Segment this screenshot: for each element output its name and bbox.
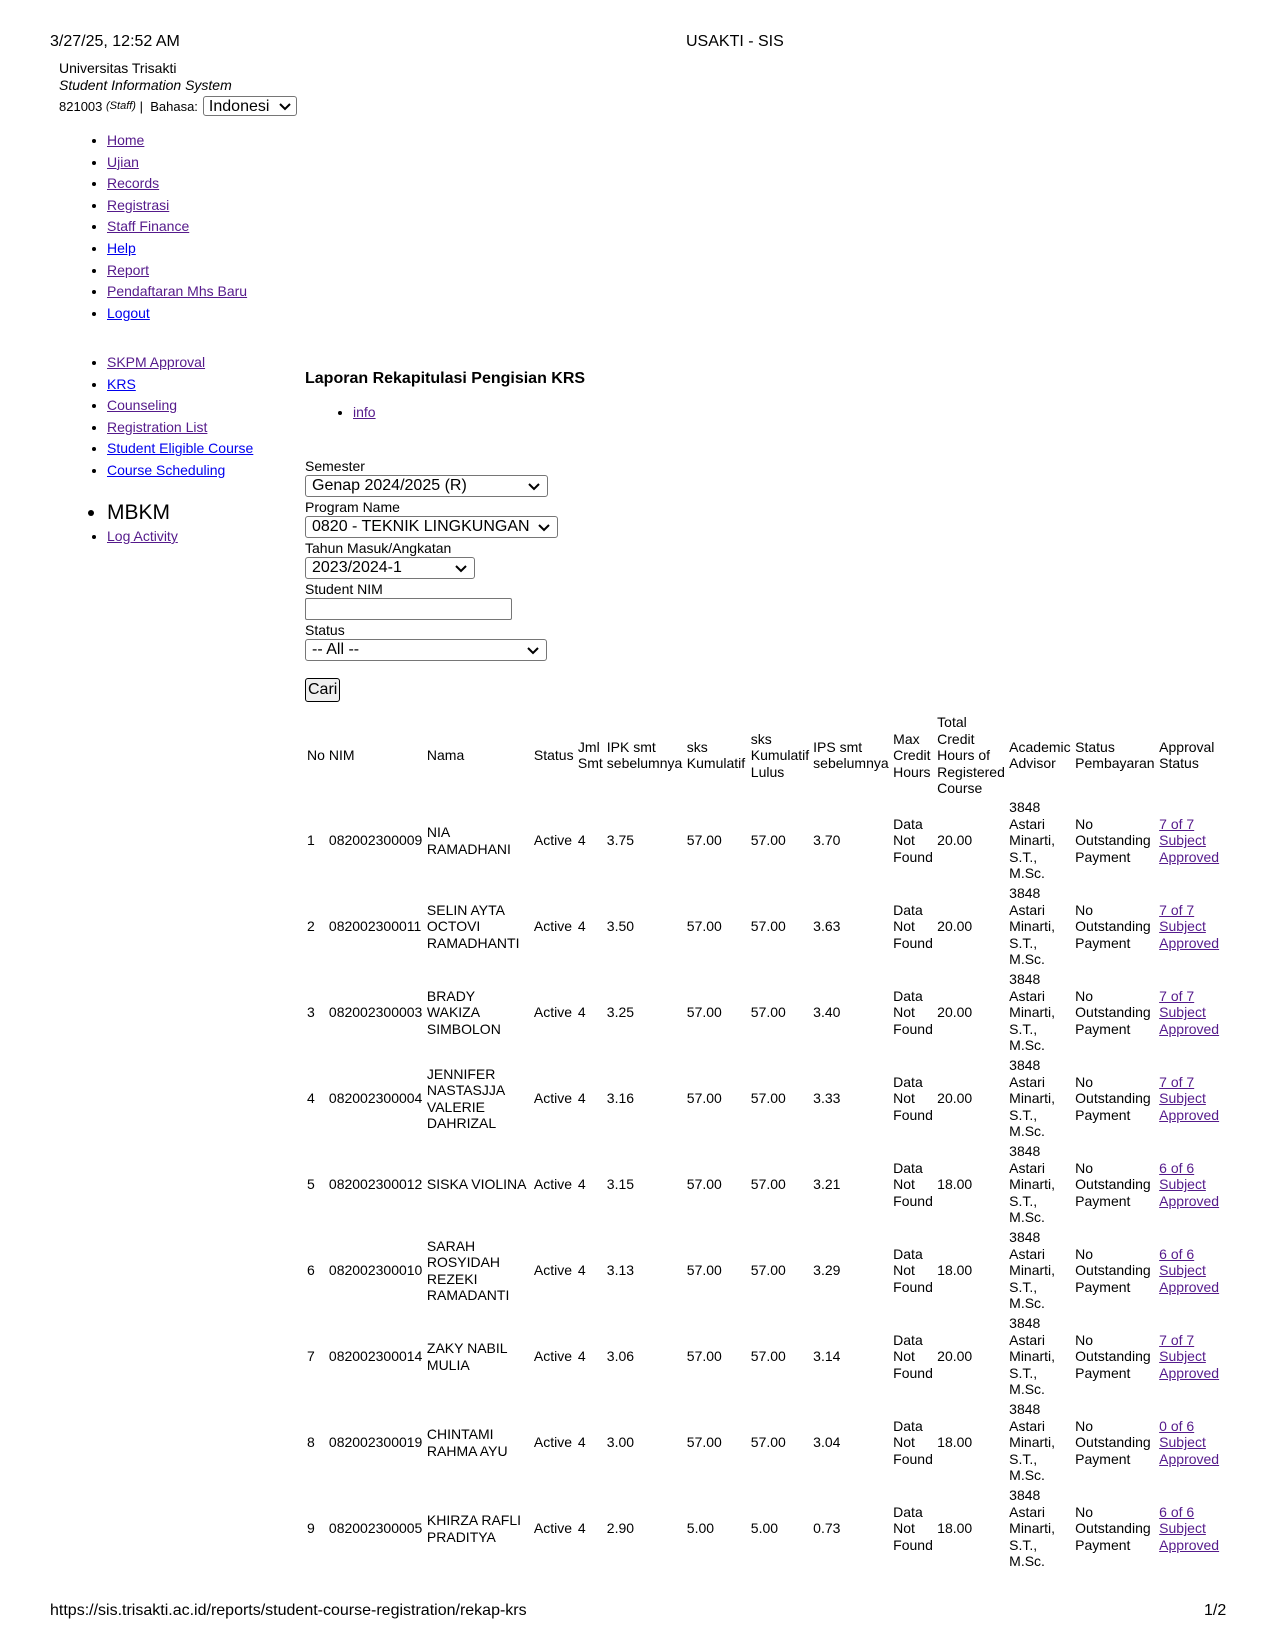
col-header-total-credit: Total Credit Hours of Registered Course	[937, 714, 1005, 796]
cell-sks-lulus: 5.00	[750, 1520, 779, 1537]
cell-total-credit: 20.00	[937, 1004, 973, 1021]
col-header-advisor: Academic Advisor	[1009, 738, 1071, 772]
cell-status: Active	[533, 1176, 573, 1193]
program-select[interactable]	[305, 516, 558, 538]
chevron-down-icon	[454, 561, 468, 575]
cell-nama: SISKA VIOLINA	[426, 1176, 527, 1193]
cell-advisor: 3848 Astari Minarti, S.T., M.Sc.	[1009, 1487, 1056, 1570]
mbkm-heading: • MBKM	[107, 500, 178, 526]
cell-nama: CHINTAMI RAHMA AYU	[426, 1426, 508, 1459]
cell-nim: 082002300019	[328, 1434, 423, 1451]
cell-sks-lulus: 57.00	[750, 1004, 786, 1021]
cell-max-credit: Data Not Found	[893, 1159, 933, 1209]
table-row	[305, 1056, 1225, 1142]
cell-pembayaran: No Outstanding Payment	[1075, 815, 1151, 865]
cell-sks: 57.00	[686, 1434, 722, 1451]
cell-ips: 3.29	[813, 1262, 841, 1279]
cell-sks: 57.00	[686, 1262, 722, 1279]
cell-jml-smt: 4	[577, 832, 586, 849]
cell-ips: 0.73	[813, 1520, 841, 1537]
cell-no: 5	[307, 1176, 315, 1193]
cell-total-credit: 18.00	[937, 1262, 973, 1279]
cell-approval	[1157, 1486, 1225, 1572]
table-row	[305, 1314, 1225, 1400]
cell-max-credit: Data Not Found	[893, 815, 933, 865]
approval-status-link[interactable]: 7 of 7 Subject Approved	[1159, 901, 1220, 951]
cell-pembayaran: No Outstanding Payment	[1075, 1159, 1151, 1209]
cell-ips: 3.04	[813, 1434, 841, 1451]
subnav-item-skpm	[107, 352, 253, 374]
university-name: Universitas Trisakti	[59, 60, 177, 76]
semester-select-value: Genap 2024/2025 (R)	[312, 477, 467, 494]
cell-nama: NIA RAMADHANI	[426, 824, 511, 857]
cell-ips: 3.33	[813, 1090, 841, 1107]
chevron-down-icon	[526, 643, 540, 657]
chevron-down-icon	[278, 99, 292, 113]
cell-status: Active	[533, 918, 573, 935]
cell-no: 4	[307, 1090, 315, 1107]
language-select-value: Indonesi	[208, 97, 270, 115]
nav-link-records[interactable]: Records	[107, 175, 160, 192]
cell-ipk: 3.06	[606, 1348, 635, 1365]
language-label: Bahasa:	[150, 98, 198, 114]
brand-block	[59, 60, 297, 116]
col-header-ips: IPS smt sebelumnya	[813, 738, 889, 772]
info-item	[353, 404, 1225, 420]
cell-pembayaran: No Outstanding Payment	[1075, 1245, 1151, 1295]
cell-total-credit: 20.00	[937, 1348, 973, 1365]
cell-ipk: 3.25	[606, 1004, 635, 1021]
subnav-item-student-eligible	[107, 438, 253, 460]
cell-sks: 57.00	[686, 832, 722, 849]
table-body	[305, 798, 1225, 1572]
approval-status-link[interactable]: 0 of 6 Subject Approved	[1159, 1417, 1220, 1467]
cell-nim: 082002300011	[328, 918, 422, 935]
cell-nim: 082002300009	[328, 832, 423, 849]
cell-no: 9	[307, 1520, 315, 1537]
sub-nav	[87, 352, 253, 482]
cell-ips: 3.21	[813, 1176, 841, 1193]
cell-total-credit: 18.00	[937, 1176, 973, 1193]
approval-status-link[interactable]: 6 of 6 Subject Approved	[1159, 1159, 1220, 1209]
cell-status: Active	[533, 1434, 573, 1451]
cell-approval	[1157, 1056, 1225, 1142]
cell-advisor: 3848 Astari Minarti, S.T., M.Sc.	[1009, 971, 1056, 1054]
nav-item-registrasi	[107, 195, 247, 217]
cell-approval	[1157, 970, 1225, 1056]
nav-link-staff-finance[interactable]: Staff Finance	[107, 218, 190, 235]
cell-sks: 57.00	[686, 1004, 722, 1021]
info-link[interactable]: info	[353, 404, 376, 420]
cell-ips: 3.63	[813, 918, 841, 935]
cell-sks: 57.00	[686, 1090, 722, 1107]
print-document-title: USAKTI - SIS	[686, 33, 784, 50]
cell-no: 2	[307, 918, 315, 935]
cell-nama: JENNIFER NASTASJJA VALERIE DAHRIZAL	[426, 1065, 505, 1131]
results-table	[305, 713, 1225, 1572]
subnav-link-skpm-approval[interactable]: SKPM Approval	[107, 354, 206, 370]
subnav-item-course-scheduling	[107, 460, 253, 482]
nav-item-staff-finance	[107, 216, 247, 238]
cell-pembayaran: No Outstanding Payment	[1075, 1417, 1151, 1467]
user-line	[59, 96, 297, 116]
cell-advisor: 3848 Astari Minarti, S.T., M.Sc.	[1009, 1229, 1056, 1312]
nav-item-report	[107, 260, 247, 282]
col-header-jml-smt: Jml Smt	[577, 738, 603, 772]
semester-select[interactable]	[305, 475, 548, 497]
cell-jml-smt: 4	[577, 1434, 586, 1451]
tahun-select[interactable]	[305, 557, 475, 579]
cell-jml-smt: 4	[577, 1090, 586, 1107]
col-header-nim: NIM	[328, 747, 355, 763]
filter-form	[305, 458, 558, 702]
cell-advisor: 3848 Astari Minarti, S.T., M.Sc.	[1009, 1315, 1056, 1398]
table-row	[305, 970, 1225, 1056]
cell-pembayaran: No Outstanding Payment	[1075, 987, 1151, 1037]
subnav-link-counseling[interactable]: Counseling	[107, 397, 178, 414]
cell-sks: 5.00	[686, 1520, 715, 1537]
separator: |	[139, 98, 143, 114]
cell-approval	[1157, 1228, 1225, 1314]
subnav-item-counseling	[107, 395, 253, 417]
cell-ipk: 3.00	[606, 1434, 635, 1451]
cell-no: 1	[307, 832, 315, 849]
cell-pembayaran: No Outstanding Payment	[1075, 1331, 1151, 1381]
program-select-value: 0820 - TEKNIK LINGKUNGAN	[312, 518, 530, 535]
cell-max-credit: Data Not Found	[893, 1331, 933, 1381]
cell-sks-lulus: 57.00	[750, 1434, 786, 1451]
cell-jml-smt: 4	[577, 1004, 586, 1021]
cell-advisor: 3848 Astari Minarti, S.T., M.Sc.	[1009, 799, 1056, 882]
cell-total-credit: 20.00	[937, 918, 973, 935]
cell-sks-lulus: 57.00	[750, 832, 786, 849]
mbkm-nav	[87, 500, 178, 548]
cell-pembayaran: No Outstanding Payment	[1075, 901, 1151, 951]
nav-item-help	[107, 238, 247, 260]
cell-jml-smt: 4	[577, 1348, 586, 1365]
cell-sks-lulus: 57.00	[750, 918, 786, 935]
col-header-ipk: IPK smt sebelumnya	[606, 738, 683, 772]
cell-nama: ZAKY NABIL MULIA	[426, 1340, 508, 1373]
approval-status-link[interactable]: 7 of 7 Subject Approved	[1159, 815, 1220, 865]
cell-nama: BRADY WAKIZA SIMBOLON	[426, 987, 501, 1037]
cell-sks: 57.00	[686, 1348, 722, 1365]
nav-item-ujian	[107, 152, 247, 174]
col-header-sks: sks Kumulatif	[686, 738, 746, 772]
mbkm-item-log	[107, 526, 178, 548]
subnav-item-krs	[107, 374, 253, 396]
cell-ips: 3.70	[813, 832, 841, 849]
table-row	[305, 1486, 1225, 1572]
cell-advisor: 3848 Astari Minarti, S.T., M.Sc.	[1009, 1057, 1056, 1140]
cell-ips: 3.14	[813, 1348, 841, 1365]
status-label: Status	[305, 622, 345, 638]
cell-total-credit: 20.00	[937, 832, 973, 849]
language-select[interactable]	[203, 96, 297, 116]
nav-link-registrasi[interactable]: Registrasi	[107, 196, 170, 213]
status-select-value: -- All --	[312, 641, 360, 658]
chevron-down-icon	[527, 479, 541, 493]
cell-status: Active	[533, 1262, 573, 1279]
cell-nim: 082002300004	[328, 1090, 423, 1107]
info-list	[305, 404, 1225, 420]
cell-max-credit: Data Not Found	[893, 901, 933, 951]
cell-sks: 57.00	[686, 1176, 722, 1193]
search-button[interactable]: Cari	[305, 678, 340, 702]
nav-item-home	[107, 130, 247, 152]
table-row	[305, 884, 1225, 970]
cell-advisor: 3848 Astari Minarti, S.T., M.Sc.	[1009, 885, 1056, 968]
nav-link-help[interactable]: Help	[107, 239, 136, 256]
table-row	[305, 1400, 1225, 1486]
user-id: 821003	[59, 98, 103, 114]
cell-nama: SARAH ROSYIDAH REZEKI RAMADANTI	[426, 1237, 510, 1303]
cell-pembayaran: No Outstanding Payment	[1075, 1503, 1151, 1553]
cell-nim: 082002300003	[328, 1004, 423, 1021]
cell-no: 7	[307, 1348, 315, 1365]
main-nav	[87, 130, 247, 324]
cell-total-credit: 20.00	[937, 1090, 973, 1107]
nim-input[interactable]	[305, 598, 512, 620]
cell-status: Active	[533, 832, 573, 849]
cell-status: Active	[533, 1090, 573, 1107]
mbkm-link-log-activity[interactable]: Log Activity	[107, 528, 178, 544]
cell-sks: 57.00	[686, 918, 722, 935]
col-header-sks-lulus: sks Kumulatif Lulus	[750, 730, 810, 780]
tahun-select-value: 2023/2024-1	[312, 559, 402, 576]
subnav-link-student-eligible-course[interactable]: Student Eligible Course	[107, 440, 254, 457]
cell-nama: KHIRZA RAFLI PRADITYA	[426, 1512, 522, 1545]
approval-status-link[interactable]: 7 of 7 Subject Approved	[1159, 1331, 1220, 1381]
cell-status: Active	[533, 1348, 573, 1365]
col-header-approval: Approval Status	[1159, 738, 1215, 772]
cell-sks-lulus: 57.00	[750, 1262, 786, 1279]
col-header-pembayaran: Status Pembayaran	[1075, 738, 1155, 772]
program-label: Program Name	[305, 499, 400, 515]
approval-status-link[interactable]: 7 of 7 Subject Approved	[1159, 987, 1220, 1037]
cell-status: Active	[533, 1520, 573, 1537]
nav-link-home[interactable]: Home	[107, 132, 145, 148]
cell-approval	[1157, 1400, 1225, 1486]
col-header-no: No	[307, 747, 325, 763]
subnav-link-krs[interactable]: KRS	[107, 375, 136, 392]
table-row	[305, 798, 1225, 884]
cell-no: 3	[307, 1004, 315, 1021]
cell-ipk: 3.15	[606, 1176, 635, 1193]
nav-item-logout	[107, 303, 247, 325]
print-url: https://sis.trisakti.ac.id/reports/student-course-registration/rekap-krs	[50, 1602, 527, 1619]
cell-nim: 082002300014	[328, 1348, 423, 1365]
page-title: Laporan Rekapitulasi Pengisian KRS	[305, 370, 586, 387]
cell-ipk: 3.50	[606, 918, 635, 935]
cell-ipk: 3.13	[606, 1262, 635, 1279]
subnav-item-registration-list	[107, 417, 253, 439]
print-page-number: 1/2	[1204, 1602, 1227, 1619]
nav-link-logout[interactable]: Logout	[107, 304, 150, 321]
cell-nama: SELIN AYTA OCTOVI RAMADHANTI	[426, 901, 520, 951]
cell-max-credit: Data Not Found	[893, 1245, 933, 1295]
subnav-link-registration-list[interactable]: Registration List	[107, 418, 208, 435]
table-row	[305, 1142, 1225, 1228]
cell-nim: 082002300010	[328, 1262, 423, 1279]
cell-total-credit: 18.00	[937, 1520, 973, 1537]
status-select[interactable]	[305, 639, 547, 661]
cell-ipk: 2.90	[606, 1520, 635, 1537]
nim-label: Student NIM	[305, 581, 383, 597]
user-role: (Staff)	[106, 99, 136, 112]
col-header-nama: Nama	[426, 747, 465, 763]
nav-link-report[interactable]: Report	[107, 261, 150, 278]
cell-jml-smt: 4	[577, 918, 586, 935]
print-datetime: 3/27/25, 12:52 AM	[50, 33, 180, 50]
cell-nim: 082002300005	[328, 1520, 423, 1537]
cell-status: Active	[533, 1004, 573, 1021]
cell-advisor: 3848 Astari Minarti, S.T., M.Sc.	[1009, 1143, 1056, 1226]
table-row	[305, 1228, 1225, 1314]
cell-jml-smt: 4	[577, 1176, 586, 1193]
cell-ipk: 3.75	[606, 832, 635, 849]
cell-approval	[1157, 1314, 1225, 1400]
cell-advisor: 3848 Astari Minarti, S.T., M.Sc.	[1009, 1401, 1056, 1484]
cell-sks-lulus: 57.00	[750, 1348, 786, 1365]
nav-item-records	[107, 173, 247, 195]
col-header-status: Status	[533, 747, 574, 763]
cell-nim: 082002300012	[328, 1176, 423, 1193]
cell-total-credit: 18.00	[937, 1434, 973, 1451]
nav-item-pendaftaran	[107, 281, 247, 303]
col-header-max-credit: Max Credit Hours	[893, 730, 931, 780]
tahun-label: Tahun Masuk/Angkatan	[305, 540, 452, 556]
cell-jml-smt: 4	[577, 1262, 586, 1279]
approval-status-link[interactable]: 7 of 7 Subject Approved	[1159, 1073, 1220, 1123]
cell-max-credit: Data Not Found	[893, 1503, 933, 1553]
approval-status-link[interactable]: 6 of 6 Subject Approved	[1159, 1503, 1220, 1553]
cell-approval	[1157, 1142, 1225, 1228]
cell-pembayaran: No Outstanding Payment	[1075, 1073, 1151, 1123]
cell-approval	[1157, 884, 1225, 970]
cell-jml-smt: 4	[577, 1520, 586, 1537]
table-head	[305, 713, 1225, 798]
semester-label: Semester	[305, 458, 365, 474]
cell-ipk: 3.16	[606, 1090, 635, 1107]
table-header-row	[305, 713, 1225, 798]
subnav-link-course-scheduling[interactable]: Course Scheduling	[107, 461, 226, 478]
cell-sks-lulus: 57.00	[750, 1090, 786, 1107]
approval-status-link[interactable]: 6 of 6 Subject Approved	[1159, 1245, 1220, 1295]
main-content	[305, 370, 1225, 420]
cell-max-credit: Data Not Found	[893, 987, 933, 1037]
cell-no: 8	[307, 1434, 315, 1451]
cell-no: 6	[307, 1262, 315, 1279]
cell-approval	[1157, 798, 1225, 884]
cell-max-credit: Data Not Found	[893, 1073, 933, 1123]
nav-link-ujian[interactable]: Ujian	[107, 153, 139, 170]
chevron-down-icon	[537, 520, 551, 534]
cell-ips: 3.40	[813, 1004, 841, 1021]
cell-max-credit: Data Not Found	[893, 1417, 933, 1467]
system-name: Student Information System	[59, 77, 232, 93]
nav-link-pendaftaran[interactable]: Pendaftaran Mhs Baru	[107, 283, 248, 300]
cell-sks-lulus: 57.00	[750, 1176, 786, 1193]
